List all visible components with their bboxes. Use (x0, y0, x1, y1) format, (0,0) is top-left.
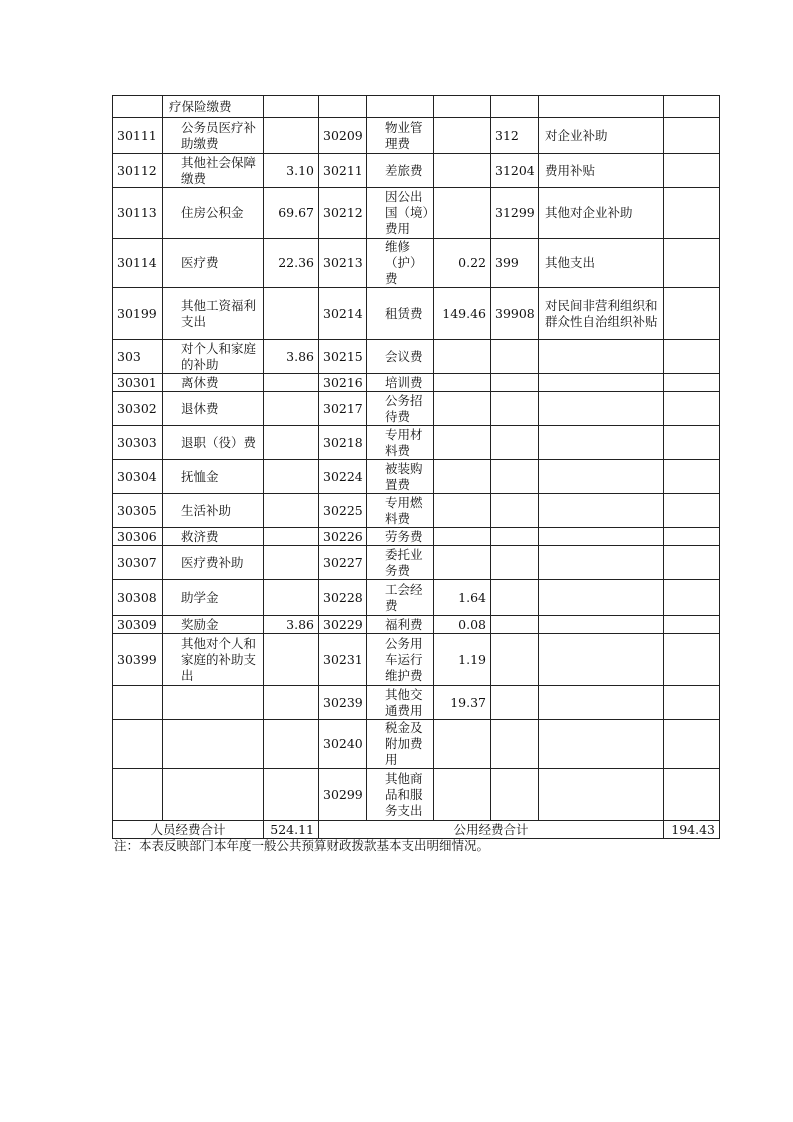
amount-cell (264, 374, 319, 392)
item-name-cell: 退职（役）费 (163, 426, 264, 460)
item-name-cell (539, 528, 664, 546)
code-cell: 30112 (113, 154, 163, 188)
item-name-cell (163, 769, 264, 821)
table-row (113, 154, 720, 188)
amount-cell (664, 288, 720, 340)
amount-cell (434, 494, 491, 528)
code-cell: 30229 (319, 616, 367, 634)
code-cell (491, 374, 539, 392)
amount-cell (434, 460, 491, 494)
amount-cell (434, 769, 491, 821)
amount-cell (664, 239, 720, 288)
amount-cell (664, 769, 720, 821)
code-cell: 30309 (113, 616, 163, 634)
amount-cell: 1.64 (434, 580, 491, 616)
item-name-cell (163, 720, 264, 769)
item-name-cell (539, 616, 664, 634)
code-cell: 30301 (113, 374, 163, 392)
code-cell (113, 769, 163, 821)
code-cell: 30231 (319, 634, 367, 686)
code-cell: 30240 (319, 720, 367, 769)
code-cell (491, 616, 539, 634)
public-total-value: 194.43 (664, 821, 720, 839)
amount-cell (664, 634, 720, 686)
item-name-cell (539, 494, 664, 528)
table-row (113, 118, 720, 154)
amount-cell (664, 392, 720, 426)
amount-cell (264, 686, 319, 720)
amount-cell (664, 616, 720, 634)
amount-cell: 3.10 (264, 154, 319, 188)
table-row (113, 686, 720, 720)
amount-cell (434, 188, 491, 239)
code-cell: 30303 (113, 426, 163, 460)
code-cell: 30212 (319, 188, 367, 239)
item-name-cell: 公务员医疗补助缴费 (163, 118, 264, 154)
item-name-cell (539, 546, 664, 580)
amount-cell (434, 118, 491, 154)
item-name-cell: 维修（护）费 (367, 239, 434, 288)
item-name-cell (539, 720, 664, 769)
code-cell: 30111 (113, 118, 163, 154)
code-cell: 30305 (113, 494, 163, 528)
item-name-cell: 差旅费 (367, 154, 434, 188)
item-name-cell (539, 634, 664, 686)
item-name-cell: 福利费 (367, 616, 434, 634)
public-total-label: 公用经费合计 (319, 821, 664, 839)
item-name-cell: 专用燃料费 (367, 494, 434, 528)
item-name-cell: 租赁费 (367, 288, 434, 340)
amount-cell (434, 546, 491, 580)
item-name-cell: 公务招待费 (367, 392, 434, 426)
table-row (113, 720, 720, 769)
item-name-cell: 其他社会保障缴费 (163, 154, 264, 188)
code-cell: 312 (491, 118, 539, 154)
amount-cell (264, 720, 319, 769)
code-cell: 30211 (319, 154, 367, 188)
amount-cell (264, 460, 319, 494)
amount-cell (264, 96, 319, 118)
code-cell: 39908 (491, 288, 539, 340)
amount-cell (264, 580, 319, 616)
table-row (113, 188, 720, 239)
code-cell: 30216 (319, 374, 367, 392)
amount-cell (434, 154, 491, 188)
table-row (113, 616, 720, 634)
item-name-cell (539, 460, 664, 494)
code-cell: 30239 (319, 686, 367, 720)
amount-cell (664, 460, 720, 494)
expenditure-detail-table (112, 95, 720, 839)
amount-cell: 3.86 (264, 616, 319, 634)
amount-cell (434, 528, 491, 546)
code-cell: 399 (491, 239, 539, 288)
code-cell (491, 528, 539, 546)
amount-cell (264, 769, 319, 821)
code-cell: 30199 (113, 288, 163, 340)
code-cell (491, 426, 539, 460)
amount-cell (664, 188, 720, 239)
code-cell (491, 686, 539, 720)
table-row (113, 528, 720, 546)
amount-cell: 3.86 (264, 340, 319, 374)
code-cell: 30306 (113, 528, 163, 546)
item-name-cell: 公务用车运行维护费 (367, 634, 434, 686)
amount-cell (264, 546, 319, 580)
item-name-cell: 医疗费 (163, 239, 264, 288)
table-row (113, 460, 720, 494)
code-cell: 30228 (319, 580, 367, 616)
table-row (113, 494, 720, 528)
amount-cell (264, 528, 319, 546)
item-name-cell: 其他对个人和家庭的补助支出 (163, 634, 264, 686)
table-row (113, 96, 720, 118)
item-name-cell: 抚恤金 (163, 460, 264, 494)
amount-cell (664, 426, 720, 460)
table-row (113, 426, 720, 460)
amount-cell: 0.08 (434, 616, 491, 634)
item-name-cell (163, 686, 264, 720)
code-cell (491, 494, 539, 528)
amount-cell (264, 634, 319, 686)
code-cell: 30299 (319, 769, 367, 821)
item-name-cell: 住房公积金 (163, 188, 264, 239)
code-cell (113, 96, 163, 118)
table-row (113, 239, 720, 288)
code-cell (491, 392, 539, 426)
item-name-cell: 被装购置费 (367, 460, 434, 494)
amount-cell (434, 374, 491, 392)
code-cell (491, 634, 539, 686)
amount-cell: 149.46 (434, 288, 491, 340)
item-name-cell: 救济费 (163, 528, 264, 546)
item-name-cell: 退休费 (163, 392, 264, 426)
code-cell (491, 769, 539, 821)
amount-cell (264, 426, 319, 460)
code-cell: 30113 (113, 188, 163, 239)
item-name-cell: 医疗费补助 (163, 546, 264, 580)
table-row (113, 634, 720, 686)
item-name-cell: 其他交通费用 (367, 686, 434, 720)
code-cell: 30114 (113, 239, 163, 288)
table-row (113, 769, 720, 821)
amount-cell: 0.22 (434, 239, 491, 288)
item-name-cell: 奖励金 (163, 616, 264, 634)
code-cell: 30227 (319, 546, 367, 580)
item-name-cell (539, 392, 664, 426)
code-cell: 31204 (491, 154, 539, 188)
item-name-cell (539, 374, 664, 392)
amount-cell (664, 118, 720, 154)
amount-cell (664, 96, 720, 118)
item-name-cell: 对民间非营利组织和群众性自治组织补贴 (539, 288, 664, 340)
table-row (113, 288, 720, 340)
amount-cell (264, 288, 319, 340)
amount-cell (664, 528, 720, 546)
amount-cell (664, 580, 720, 616)
code-cell: 30225 (319, 494, 367, 528)
code-cell: 30214 (319, 288, 367, 340)
item-name-cell: 物业管理费 (367, 118, 434, 154)
item-name-cell: 其他对企业补助 (539, 188, 664, 239)
code-cell (491, 460, 539, 494)
item-name-cell: 税金及附加费用 (367, 720, 434, 769)
item-name-cell: 其他工资福利支出 (163, 288, 264, 340)
amount-cell (434, 720, 491, 769)
code-cell: 30302 (113, 392, 163, 426)
amount-cell (434, 96, 491, 118)
code-cell (491, 546, 539, 580)
item-name-cell: 对个人和家庭的补助 (163, 340, 264, 374)
item-name-cell (539, 686, 664, 720)
code-cell: 30213 (319, 239, 367, 288)
amount-cell: 19.37 (434, 686, 491, 720)
item-name-cell: 其他支出 (539, 239, 664, 288)
table-row (113, 340, 720, 374)
table-row (113, 580, 720, 616)
code-cell (113, 686, 163, 720)
table-row (113, 374, 720, 392)
amount-cell (664, 546, 720, 580)
item-name-cell: 专用材料费 (367, 426, 434, 460)
table-row (113, 392, 720, 426)
personnel-total-label: 人员经费合计 (113, 821, 264, 839)
amount-cell (664, 720, 720, 769)
item-name-cell: 助学金 (163, 580, 264, 616)
code-cell: 30304 (113, 460, 163, 494)
item-name-cell: 对企业补助 (539, 118, 664, 154)
item-name-cell (539, 580, 664, 616)
item-name-cell: 疗保险缴费 (163, 96, 264, 118)
table-row (113, 546, 720, 580)
code-cell (491, 720, 539, 769)
item-name-cell (367, 96, 434, 118)
amount-cell (264, 494, 319, 528)
amount-cell (664, 494, 720, 528)
item-name-cell: 离休费 (163, 374, 264, 392)
code-cell: 303 (113, 340, 163, 374)
code-cell: 30308 (113, 580, 163, 616)
item-name-cell (539, 426, 664, 460)
item-name-cell: 劳务费 (367, 528, 434, 546)
item-name-cell (539, 769, 664, 821)
amount-cell (434, 340, 491, 374)
code-cell: 30215 (319, 340, 367, 374)
personnel-total-value: 524.11 (264, 821, 319, 839)
code-cell: 30399 (113, 634, 163, 686)
item-name-cell: 费用补贴 (539, 154, 664, 188)
item-name-cell: 会议费 (367, 340, 434, 374)
item-name-cell: 生活补助 (163, 494, 264, 528)
item-name-cell (539, 340, 664, 374)
code-cell: 30226 (319, 528, 367, 546)
code-cell: 30209 (319, 118, 367, 154)
item-name-cell: 工会经费 (367, 580, 434, 616)
item-name-cell: 因公出国（境）费用 (367, 188, 434, 239)
code-cell: 30307 (113, 546, 163, 580)
amount-cell: 69.67 (264, 188, 319, 239)
code-cell: 30218 (319, 426, 367, 460)
code-cell: 31299 (491, 188, 539, 239)
amount-cell (664, 686, 720, 720)
amount-cell (664, 154, 720, 188)
amount-cell (264, 392, 319, 426)
code-cell (491, 340, 539, 374)
amount-cell (664, 340, 720, 374)
amount-cell (664, 374, 720, 392)
table-footnote: 注：本表反映部门本年度一般公共预算财政拨款基本支出明细情况。 (114, 838, 490, 853)
amount-cell: 1.19 (434, 634, 491, 686)
amount-cell: 22.36 (264, 239, 319, 288)
item-name-cell: 其他商品和服务支出 (367, 769, 434, 821)
code-cell: 30217 (319, 392, 367, 426)
amount-cell (434, 426, 491, 460)
code-cell: 30224 (319, 460, 367, 494)
item-name-cell (539, 96, 664, 118)
code-cell (113, 720, 163, 769)
amount-cell (434, 392, 491, 426)
item-name-cell: 委托业务费 (367, 546, 434, 580)
code-cell (491, 580, 539, 616)
code-cell (319, 96, 367, 118)
amount-cell (264, 118, 319, 154)
code-cell (491, 96, 539, 118)
item-name-cell: 培训费 (367, 374, 434, 392)
